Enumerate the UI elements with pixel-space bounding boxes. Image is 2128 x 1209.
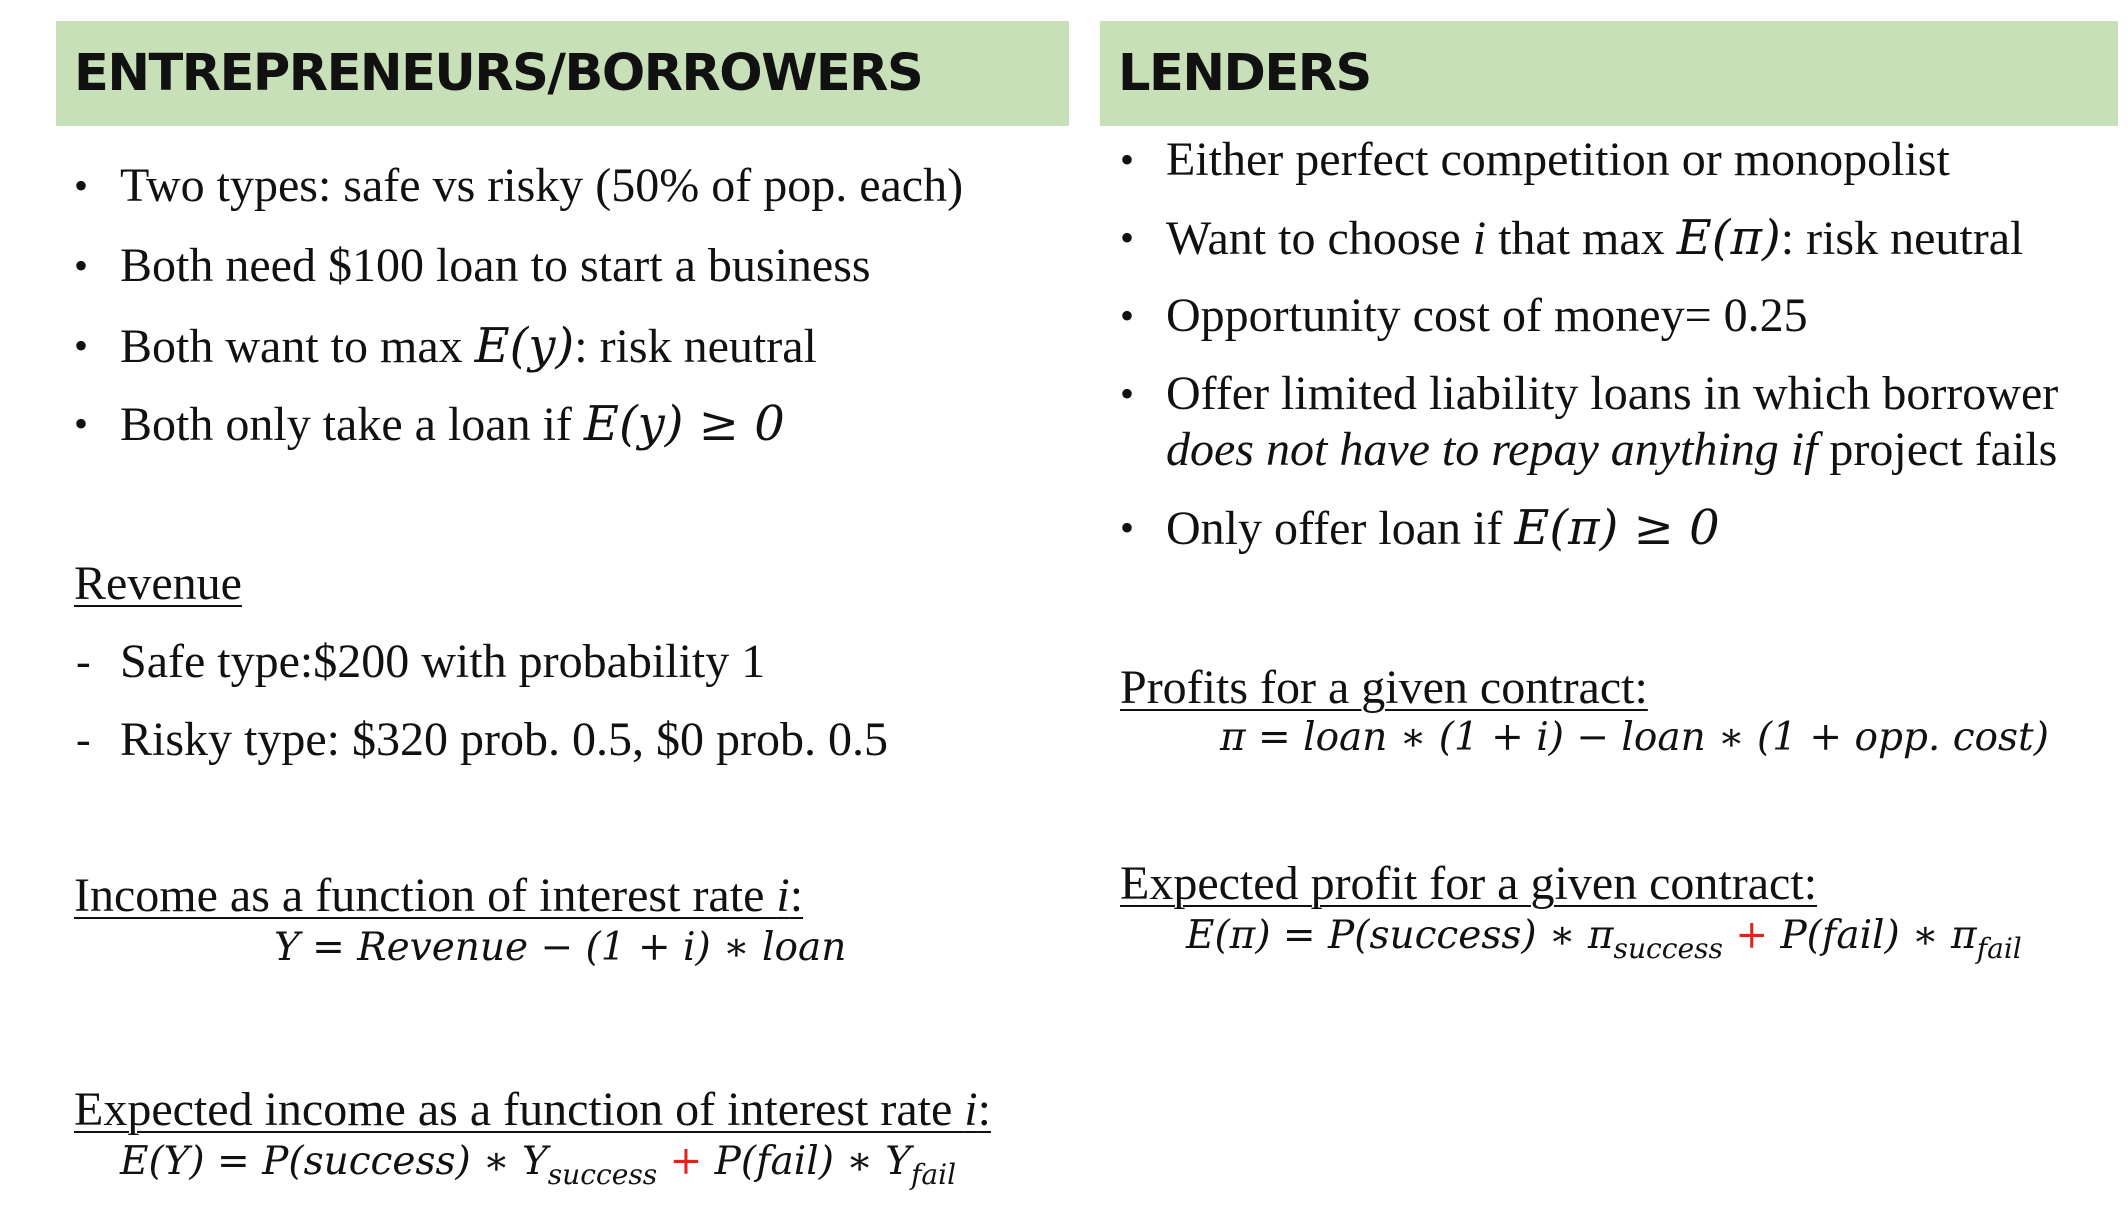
- bullet-take-loan: Both only take a loan if E(y) ≥ 0: [120, 396, 785, 452]
- expected-income-equation: E(Y) = P(success) ∗ $Y_{success}$ + P(fail) ∗ $Y_{fail}$: [120, 1139, 957, 1191]
- math-epi-geq: E(π) ≥ 0: [1514, 500, 1720, 556]
- bullet-max-ey: Both want to max E(y): risk neutral: [120, 318, 817, 374]
- bullet-only-offer: Only offer loan if E(π) ≥ 0: [1166, 500, 1720, 556]
- bullet-marker: •: [1120, 371, 1135, 416]
- math-epi: E(π): [1676, 210, 1781, 266]
- income-heading: Income as a function of interest rate i:: [74, 869, 804, 922]
- bullet-marker: •: [1120, 137, 1135, 182]
- math-ey-geq: E(y) ≥ 0: [583, 396, 785, 452]
- bullet-marker: •: [1120, 293, 1135, 338]
- plus-sign: +: [1735, 913, 1769, 958]
- entrepreneurs-header: ENTREPRENEURS/BORROWERS: [56, 21, 1069, 126]
- bullet-marker: •: [74, 401, 89, 446]
- bullet-competition: Either perfect competition or monopolist: [1166, 133, 1950, 186]
- revenue-heading: Revenue: [74, 557, 242, 610]
- dash-marker: -: [76, 637, 91, 686]
- bullet-limited-liability-line2: does not have to repay anything if project fails: [1166, 423, 2058, 476]
- plus-sign: +: [669, 1139, 703, 1184]
- bullet-marker: •: [74, 243, 89, 288]
- dash-marker: -: [76, 715, 91, 764]
- bullet-marker: •: [1120, 215, 1135, 260]
- bullet-marker: •: [74, 163, 89, 208]
- bullet-choose-i: Want to choose i that max E(π): risk neutral: [1166, 210, 2024, 266]
- revenue-safe: Safe type:$200 with probability 1: [120, 635, 766, 688]
- math-ey: E(y): [474, 318, 575, 374]
- expected-profit-heading: Expected profit for a given contract:: [1120, 857, 1818, 910]
- income-equation: Y = Revenue − (1 + i) ∗ loan: [274, 925, 847, 970]
- revenue-risky: Risky type: $320 prob. 0.5, $0 prob. 0.5: [120, 713, 888, 766]
- bullet-two-types: Two types: safe vs risky (50% of pop. each): [120, 159, 964, 212]
- lenders-header: LENDERS: [1100, 21, 2118, 126]
- bullet-need-loan: Both need $100 loan to start a business: [120, 239, 871, 292]
- bullet-opp-cost: Opportunity cost of money= 0.25: [1166, 289, 1808, 342]
- expected-income-heading: Expected income as a function of interest rate i:: [74, 1083, 991, 1136]
- bullet-limited-liability: Offer limited liability loans in which borrower: [1166, 367, 2059, 420]
- expected-profit-equation: E(π) = P(success) ∗ $\pi_{success}$ + P(fail) ∗ $\pi_{fail}$: [1186, 913, 2022, 965]
- bullet-marker: •: [1120, 505, 1135, 550]
- bullet-marker: •: [74, 323, 89, 368]
- profits-heading: Profits for a given contract:: [1120, 661, 1648, 714]
- profits-equation: π = loan ∗ (1 + i) − loan ∗ (1 + opp. cost): [1220, 715, 2049, 760]
